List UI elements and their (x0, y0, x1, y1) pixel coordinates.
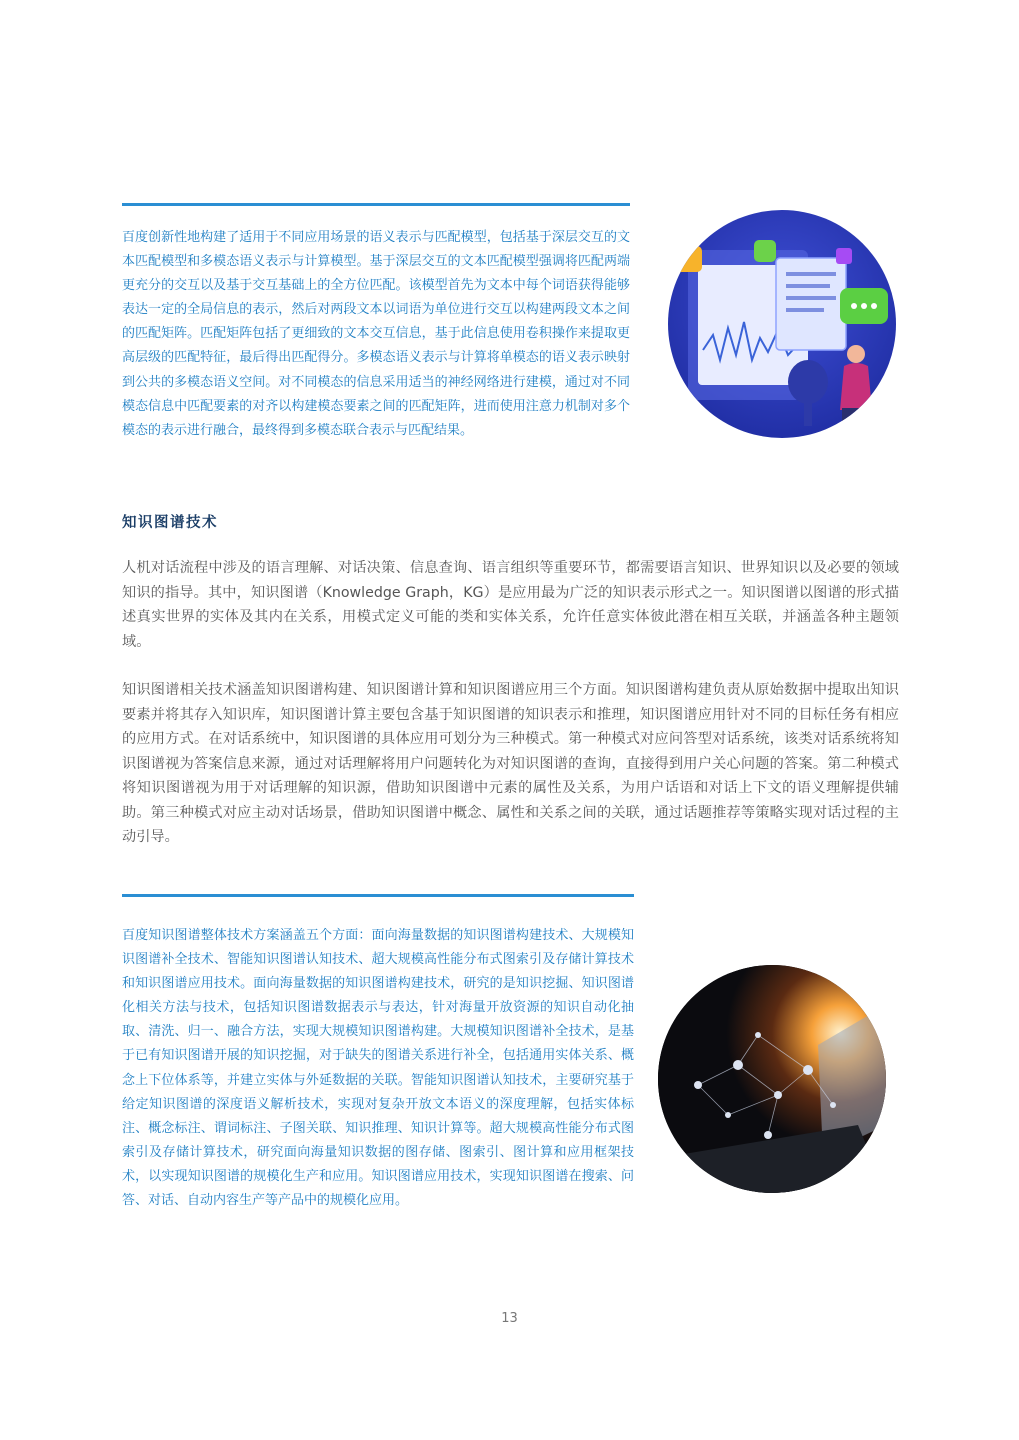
callout2-top-rule (122, 894, 634, 897)
callout-top-rule (122, 203, 630, 206)
page-number: 13 (501, 1311, 518, 1326)
section-heading-knowledge-graph: 知识图谱技术 (122, 515, 218, 531)
illustration-knowledge-network (658, 965, 886, 1193)
paragraph-kg-intro: 人机对话流程中涉及的语言理解、对话决策、信息查询、语言组织等重要环节，都需要语言知识、世界知识以及必要的领域知识的指导。其中，知识图谱（Knowledge Graph，KG）是应用最为广泛的知识表示形式之一。知识图谱以图谱的形式描述真实世界的实体及其内在关系，用模式定义可能的类和实体关系，允许任意实体彼此潜在相互关联，并涵盖各种主题领域。 (122, 560, 899, 650)
callout-kg-solution-text: 百度知识图谱整体技术方案涵盖五个方面：面向海量数据的知识图谱构建技术、大规模知识图谱补全技术、智能知识图谱认知技术、超大规模高性能分布式图索引及存储计算技术和知识图谱应用技术。面向海量数据的知识图谱构建技术，研究的是知识挖掘、知识图谱化相关方法与技术，包括知识图谱数据表示与表达，针对海量开放资源的知识自动化抽取、清洗、归一、融合方法，实现大规模知识图谱构建。大规模知识图谱补全技术，是基于已有知识图谱开展的知识挖掘，对于缺失的图谱关系进行补全，包括通用实体关系、概念上下位体系等，并建立实体与外延数据的关联。智能知识图谱认知技术，主要研究基于给定知识图谱的深度语义解析技术，实现对复杂开放文本语义的深度理解，包括实体标注、概念标注、谓词标注、子图关联、知识推理、知识计算等。超大规模高性能分布式图索引及存储计算技术，研究面向海量知识数据的图存储、图索引、图计算和应用框架技术，以实现知识图谱的规模化生产和应用。知识图谱应用技术，实现知识图谱在搜索、问答、对话、自动内容生产等产品中的规模化应用。 (122, 928, 634, 1209)
network-illustration-graphic (658, 965, 886, 1193)
illustration-dialogue-ui (668, 210, 896, 438)
dialogue-illustration-graphic (668, 210, 896, 438)
paragraph-kg-technologies: 知识图谱相关技术涵盖知识图谱构建、知识图谱计算和知识图谱应用三个方面。知识图谱构建负责从原始数据中提取出知识要素并将其存入知识库，知识图谱计算主要包含基于知识图谱的知识表示和推理，知识图谱应用针对不同的目标任务有相应的应用方式。在对话系统中，知识图谱的具体应用可划分为三种模式。第一种模式对应问答型对话系统，该类对话系统将知识图谱视为答案信息来源，通过对话理解将用户问题转化为对知识图谱的查询，直接得到用户关心问题的答案。第二种模式将知识图谱视为用于对话理解的知识源，借助知识图谱中元素的属性及关系，为用户话语和对话上下文的语义理解提供辅助。第三种模式对应主动对话场景，借助知识图谱中概念、属性和关系之间的关联，通过话题推荐等策略实现对话过程的主动引导。 (122, 682, 899, 845)
callout-semantic-matching-text: 百度创新性地构建了适用于不同应用场景的语义表示与匹配模型，包括基于深层交互的文本匹配模型和多模态语义表示与计算模型。基于深层交互的文本匹配模型强调将匹配两端更充分的交互以及基于交互基础上的全方位匹配。该模型首先为文本中每个词语获得能够表达一定的全局信息的表示，然后对两段文本以词语为单位进行交互以构建两段文本之间的匹配矩阵。匹配矩阵包括了更细致的文本交互信息，基于此信息使用卷积操作来提取更高层级的匹配特征，最后得出匹配得分。多模态语义表示与计算将单模态的语义表示映射到公共的多模态语义空间。对不同模态的信息采用适当的神经网络进行建模，通过对不同模态信息中匹配要素的对齐以构建模态要素之间的匹配矩阵，进而使用注意力机制对多个模态的表示进行融合，最终得到多模态联合表示与匹配结果。 (122, 230, 630, 438)
